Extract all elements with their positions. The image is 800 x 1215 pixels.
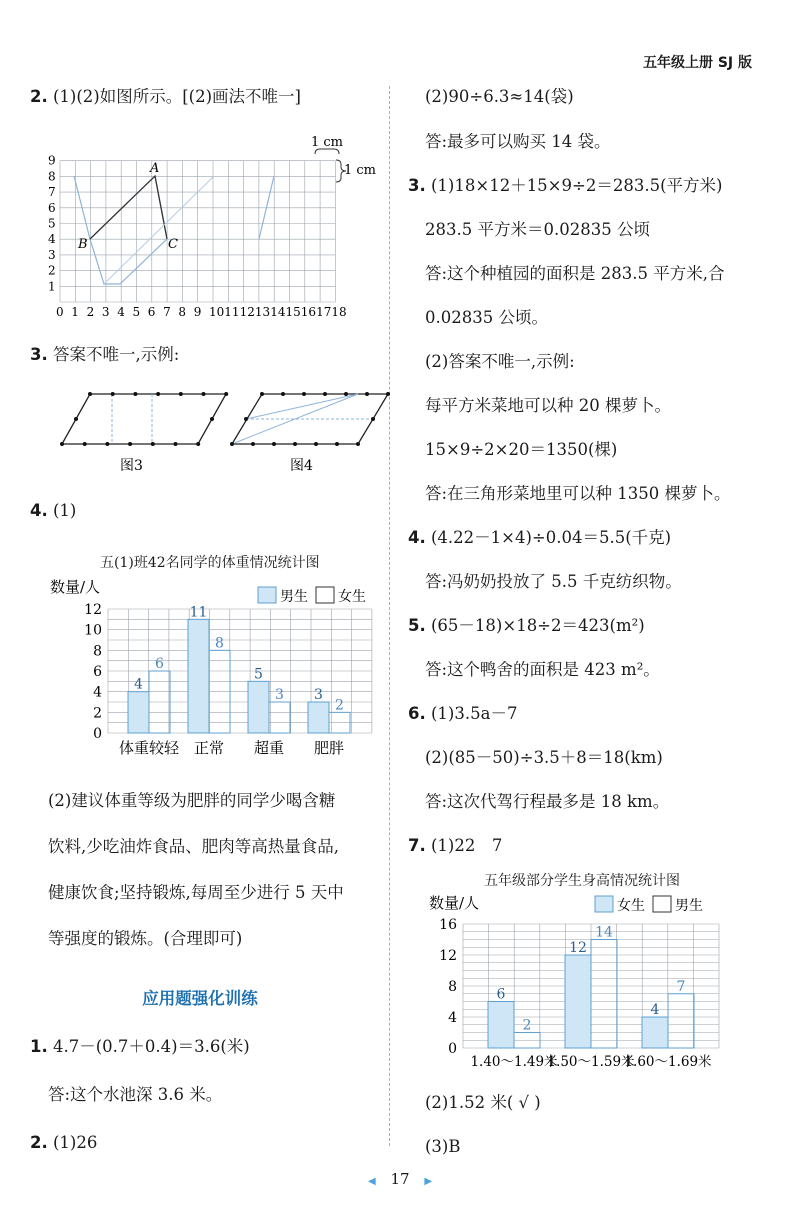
dot [83,442,87,446]
a1-answer: 答:这个水池深 3.6 米。 [48,1085,223,1104]
y-tick-label: 8 [93,643,102,660]
left-a1 [30,1036,250,1058]
dot [174,442,178,446]
r-q3-number: 3. [408,176,426,195]
a1-calc: 4.7－(0.7＋0.4)＝3.6(米) [53,1037,250,1056]
prev-arrow-icon: ◀ [367,1176,376,1187]
bar-value-label: 8 [215,635,224,652]
right-line-10: 答:在三角形菜地里可以种 1350 棵萝卜。 [425,484,731,503]
bar-a [308,702,329,733]
y-tick-label: 16 [439,917,457,933]
legend-swatch [595,896,613,912]
unit-label-h: 1 cm [311,135,344,150]
grid-x-tick: 12 [239,305,255,319]
right-line-4: 283.5 平方米＝0.02835 公顷 [425,220,650,239]
right-q5 [408,615,645,637]
grid-x-tick: 3 [101,305,110,319]
q3-number: 3. [30,345,48,364]
right-line-8: 每平方米菜地可以种 20 棵萝卜。 [425,396,671,415]
dot [365,392,369,396]
chart2-height [425,890,760,1075]
left-q4 [30,500,76,522]
q4-2-line-3: 健康饮食;坚持锻炼,每周至少进行 5 天中 [48,883,344,902]
dot [74,417,78,421]
next-arrow-icon: ▶ [424,1176,433,1187]
dot [202,392,206,396]
dot [151,442,155,446]
dot [210,417,214,421]
right-line-18: (1)22 7 [431,836,503,855]
grid-x-tick: 7 [163,305,171,319]
r-q6-number: 6. [408,704,426,723]
grid-x-tick: 14 [270,305,286,319]
right-line-2: 答:最多可以购买 14 袋。 [425,132,611,151]
bar-value-label: 4 [650,1002,660,1018]
dot [111,392,115,396]
chart2-title: 五年级部分学生身高情况统计图 [484,873,680,889]
grid-x-tick: 11 [224,305,240,319]
grid-x-tick: 6 [147,305,156,319]
r-q5-number: 5. [408,616,426,635]
a1-number: 1. [30,1037,48,1056]
bar-value-label: 6 [155,656,164,672]
right-line-20: (3)B [425,1137,461,1156]
legend-swatch [316,587,334,603]
dot [60,442,64,446]
y-tick-label: 4 [93,684,102,701]
right-line-19: (2)1.52 米( √ ) [425,1093,541,1112]
dot [323,392,327,396]
right-q6 [408,703,517,725]
grid-x-tick: 13 [254,305,271,319]
grid-y-tick: 2 [48,263,56,278]
legend-label: 女生 [617,898,645,914]
grid-x-tick: 1 [71,305,79,319]
dot [293,442,297,446]
category-label: 肥胖 [313,739,345,757]
grid-x-tick: 2 [86,305,95,319]
grid-y-tick: 6 [48,200,56,215]
point-b-label: B [78,237,88,252]
y-tick-label: 6 [93,664,102,680]
right-line-11: (4.22－1×4)÷0.04＝5.5(千克) [431,528,672,547]
dot [371,417,375,421]
category-label: 1.50～1.59米 [547,1054,635,1070]
bar-b [269,702,290,733]
dot [260,392,264,396]
right-line-9: 15×9÷2×20＝1350(棵) [425,440,618,459]
y-axis-label: 数量/人 [50,578,101,596]
right-line-6: 0.02835 公顷。 [425,308,548,327]
bar-a [248,681,269,733]
dot [356,442,360,446]
grid-figure [40,132,380,322]
left-a2 [30,1132,97,1154]
unit-label-v: 1 cm [344,163,377,178]
right-line-17: 答:这次代驾行程最多是 18 km。 [425,792,670,811]
dot [230,442,234,446]
dot [179,392,183,396]
section-title: 应用题强化训练 [142,989,258,1008]
left-q3 [30,344,179,366]
y-tick-label: 0 [93,726,102,742]
bar-value-label: 3 [275,687,284,703]
legend-swatch [653,896,671,912]
dot [344,392,348,396]
y-tick-label: 4 [448,1010,457,1026]
grid-x-tick: 4 [117,305,125,319]
y-tick-label: 2 [93,705,102,722]
bar-value-label: 2 [522,1017,532,1034]
grid-x-tick: 17 [316,305,332,319]
y-tick-label: 12 [84,602,102,618]
dot [224,392,228,396]
y-tick-label: 10 [84,622,102,639]
grid-y-tick: 1 [48,279,56,294]
dot [128,442,132,446]
grid-x-tick: 9 [193,305,202,319]
right-line-1: (2)90÷6.3≈14(袋) [425,87,574,106]
category-label: 1.60～1.69米 [624,1054,712,1070]
grid-x-tick: 0 [56,305,64,319]
a2-number: 2. [30,1133,48,1152]
grid-y-tick: 9 [48,153,56,168]
category-label: 超重 [253,739,285,757]
bar-a [128,692,149,733]
bar-value-label: 11 [189,604,208,621]
point-c-label: C [168,237,178,252]
legend-label: 女生 [338,589,366,605]
bar-a [188,619,209,733]
grid-x-tick: 10 [209,305,225,319]
category-label: 1.40～1.49米 [470,1054,558,1070]
left-q2 [30,86,301,108]
grid-x-tick: 16 [300,305,317,319]
grid-x-tick: 5 [132,305,141,319]
page-header-grade: 五年级上册 SJ 版 [642,55,752,71]
grid-x-tick: 8 [178,305,187,319]
r-q7-number: 7. [408,836,426,855]
bar-value-label: 6 [496,986,506,1003]
right-line-13: (65－18)×18÷2＝423(m²) [431,616,645,635]
grid-x-tick: 15 [285,305,301,319]
fig3-label: 图3 [120,458,143,474]
grid-y-tick: 3 [48,247,56,262]
a2-text: (1)26 [53,1133,98,1152]
q4-text: (1) [53,501,77,520]
grid-y-tick: 7 [48,185,56,200]
dot [314,442,318,446]
q2-number: 2. [30,87,48,106]
right-line-3: (1)18×12＋15×9÷2＝283.5(平方米) [431,176,723,195]
bar-a [488,1002,514,1049]
chart1-weight [40,575,380,760]
grid-y-tick: 4 [48,232,56,247]
footer [0,1170,800,1188]
fig4-label: 图4 [290,458,313,474]
dot [156,392,160,396]
right-line-16: (2)(85－50)÷3.5＋8＝18(km) [425,748,663,767]
y-tick-label: 12 [439,948,457,964]
bar-value-label: 4 [134,676,143,693]
page-number: 17 [390,1170,410,1188]
bar-a [642,1017,668,1048]
parallelogram-figures [50,382,390,477]
category-label: 正常 [193,739,225,757]
dot [386,392,390,396]
point-a-label: A [150,161,160,176]
q3-text: 答案不唯一,示例: [53,345,180,364]
dot [105,442,109,446]
chart1-title: 五(1)班42名同学的体重情况统计图 [100,555,320,571]
dot [244,417,248,421]
bar-value-label: 12 [569,940,587,956]
q4-2-line-4: 等强度的锻炼。(合理即可) [48,929,243,948]
right-q3 [408,175,722,197]
dot [196,442,200,446]
dot [302,392,306,396]
q4-2-line-1: (2)建议体重等级为肥胖的同学少喝含糖 [48,791,336,810]
legend-label: 男生 [280,589,308,605]
bar-b [668,994,694,1048]
y-tick-label: 0 [448,1041,457,1057]
parallelogram-fig4 [230,392,390,474]
dot [335,442,339,446]
bar-value-label: 7 [676,978,686,995]
right-line-7: (2)答案不唯一,示例: [425,352,575,371]
legend-label: 男生 [675,898,703,914]
right-line-5: 答:这个种植园的面积是 283.5 平方米,合 [425,264,725,283]
category-label: 体重较轻 [118,739,180,757]
dot [281,392,285,396]
dot [251,442,255,446]
q4-2-line-2: 饮料,少吃油炸食品、肥肉等高热量食品, [48,837,339,856]
y-axis-label: 数量/人 [429,894,480,912]
grid-x-tick: 18 [331,305,347,319]
dot [133,392,137,396]
bar-value-label: 5 [254,666,263,683]
bar-a [565,955,591,1048]
grid-y-tick: 5 [48,216,56,231]
legend-swatch [258,587,276,603]
r-q4-number: 4. [408,528,426,547]
right-q4 [408,527,671,549]
y-tick-label: 8 [448,979,457,995]
q2-intro: (1)(2)如图所示。[(2)画法不唯一] [53,87,301,106]
dot [88,392,92,396]
bar-value-label: 3 [314,687,323,703]
grid-y-tick: 8 [48,169,56,184]
right-line-14: 答:这个鸭舍的面积是 423 m²。 [425,660,660,679]
dot [272,442,276,446]
right-line-12: 答:冯奶奶投放了 5.5 千克纺织物。 [425,572,682,591]
grid-lines [60,161,335,302]
right-line-15: (1)3.5a－7 [431,704,518,723]
bar-value-label: 2 [335,697,344,714]
bar-value-label: 14 [595,924,613,941]
q4-number: 4. [30,501,48,520]
right-q7 [408,835,502,857]
parallelogram-fig3 [60,392,228,474]
